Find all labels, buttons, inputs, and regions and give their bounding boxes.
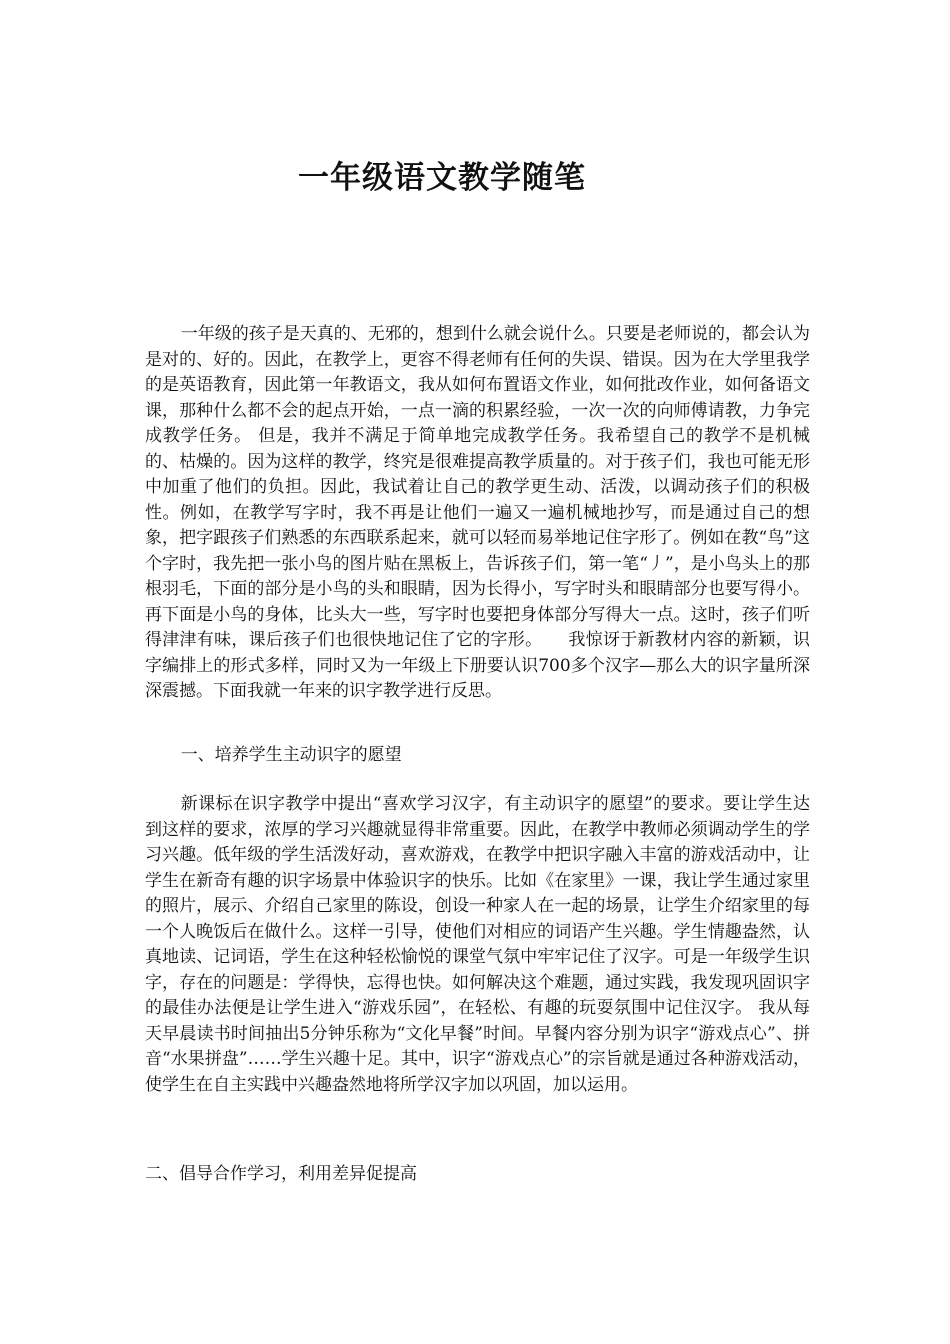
section-heading-2: 二、倡导合作学习，利用差异促提高	[145, 1164, 417, 1184]
document-title: 一年级语文教学随笔	[298, 160, 586, 196]
section-heading-1: 一、培养学生主动识字的愿望	[180, 745, 402, 765]
paragraph-intro: 一年级的孩子是天真的、无邪的，想到什么就会说什么。只要是老师说的，都会认为是对的、好的。因此，在教学上，更容不得老师有任何的失误、错误。因为在大学里我学的是英语教育，因此第一年教语文，我从如何布置语文作业，如何批改作业，如何备语文课，那种什么都不会的起点开始，一点一滴的积累经验，一次一次的向师傅请教，力争完成教学任务。 但是，我并不满足于简单地完成教学任务。我希望自己的教学不是机械的、枯燥的。因为这样的教学，终究是很难提高教学质量的。对于孩子们，我也可能无形中加重了他们的负担。因此，我试着让自己的教学更生动、活泼，以调动孩子们的积极性。例如，在教学写字时，我不再是让他们一遍又一遍机械地抄写，而是通过自己的想象，把字跟孩子们熟悉的东西联系起来，就可以轻而易举地记住字形了。例如在教“鸟”这个字时，我先把一张小鸟的图片贴在黑板上，告诉孩子们，第一笔“丿”，是小鸟头上的那根羽毛，下面的部分是小鸟的头和眼睛，因为长得小，写字时头和眼睛部分也要写得小。再下面是小鸟的身体，比头大一些，写字时也要把身体部分写得大一点。这时，孩子们听得津津有味，课后孩子们也很快地记住了它的字形。 我惊讶于新教材内容的新颖，识字编排上的形式多样，同时又为一年级上下册要认识700多个汉字—那么大的识字量所深深震撼。下面我就一年来的识字教学进行反思。	[145, 324, 810, 701]
paragraph-section-1: 新课标在识字教学中提出“喜欢学习汉字，有主动识字的愿望”的要求。要让学生达到这样的要求，浓厚的学习兴趣就显得非常重要。因此，在教学中教师必须调动学生的学习兴趣。低年级的学生活泼好动，喜欢游戏，在教学中把识字融入丰富的游戏活动中，让学生在新奇有趣的识字场景中体验识字的快乐。比如《在家里》一课，我让学生通过家里的照片，展示、介绍自己家里的陈设，创设一种家人在一起的场景，让学生介绍家里的每一个人晚饭后在做什么。这样一引导，使他们对相应的词语产生兴趣。学生情趣盎然，认真地读、记词语，学生在这种轻松愉悦的课堂气氛中牢牢记住了汉字。可是一年级学生识字，存在的问题是：学得快，忘得也快。如何解决这个难题，通过实践，我发现巩固识字的最佳办法便是让学生进入“游戏乐园”，在轻松、有趣的玩耍氛围中记住汉字。 我从每天早晨读书时间抽出5分钟乐称为“文化早餐”时间。早餐内容分别为识字“游戏点心”、拼音“水果拼盘”……学生兴趣十足。其中，识字“游戏点心”的宗旨就是通过各种游戏活动，使学生在自主实践中兴趣盎然地将所学汉字加以巩固，加以运用。	[145, 794, 810, 1095]
